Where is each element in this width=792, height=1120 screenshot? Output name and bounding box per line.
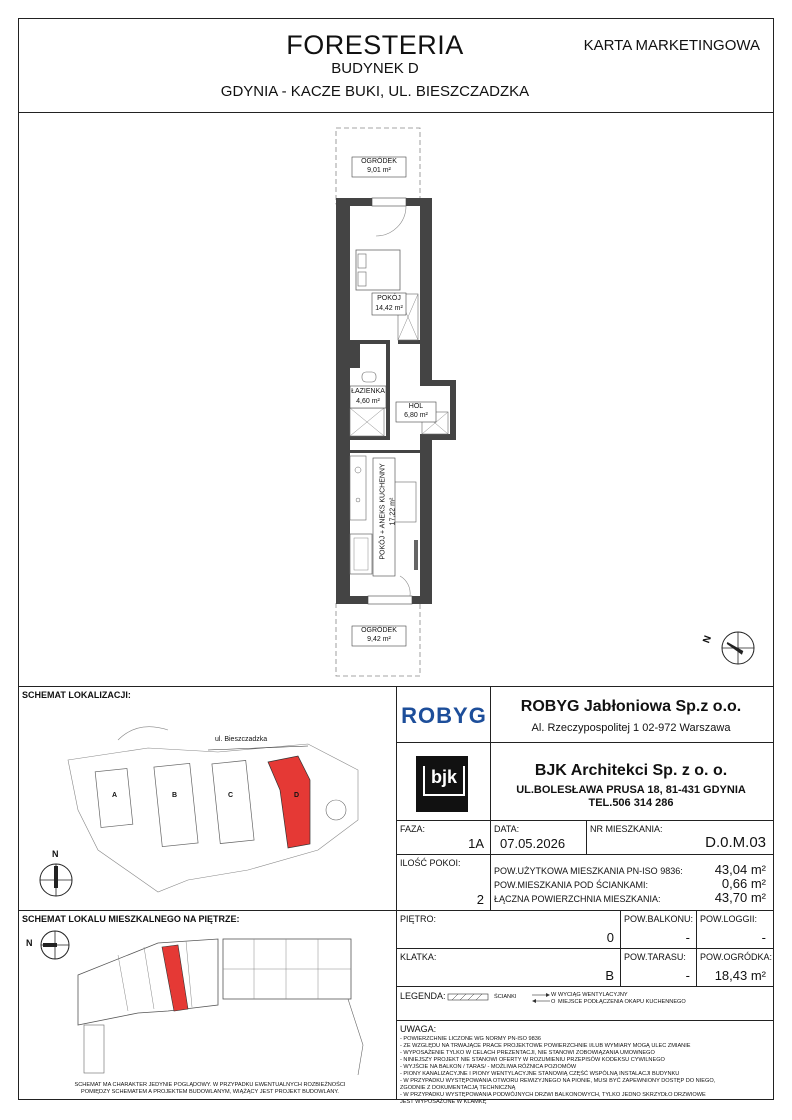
floor-label: PIĘTRO: [400, 914, 437, 924]
date-value: 07.05.2026 [500, 836, 566, 851]
address-label: GDYNIA - KACZE BUKI, UL. BIESZCZADZKA [220, 83, 530, 100]
note-line: - POWIERZCHNIE LICZONE WG NORMY PN-ISO 9836 [400, 1036, 542, 1042]
garden-label: POW.OGRÓDKA: [700, 952, 773, 962]
company-divider [396, 742, 774, 743]
company-address: Al. Rzeczypospolitej 1 02-972 Warszawa [531, 722, 731, 734]
phase-label: FAZA: [400, 824, 426, 834]
floor-value: 0 [606, 930, 614, 945]
note-line: - WYJŚCIE NA BALKON / TARAS/ - MOŻLIWA RÓŻNICA POZIOMÓW [400, 1064, 577, 1070]
scheme-note: SCHEMAT MA CHARAKTER JEDYNIE POGLĄDOWY. W PRZYPADKU EWENTUALNYCH ROZBIEŻNOŚCI POMIĘDZY SCHEMATEM A PROJEKTEM BUDOWLANYM, WIĄŻĄCY JEST PROJEKT BUDOWLANY. [74, 1082, 346, 1095]
notes-list [400, 1036, 720, 1106]
hall-name: HOL [408, 403, 424, 410]
legend-title: LEGENDA: [400, 991, 446, 1001]
scheme-north-label: N [26, 938, 33, 948]
area-usable-label: POW.UŻYTKOWA MIESZKANIA PN-ISO 9836: [494, 866, 683, 876]
location-title: SCHEMAT LOKALIZACJI: [22, 690, 131, 700]
loggia-value: - [761, 930, 766, 945]
area-under-value: 0,66 m² [721, 876, 766, 891]
details-col-1 [490, 820, 491, 910]
details-row-divider [396, 854, 774, 855]
legend-o: O [551, 999, 556, 1005]
rooms-label: ILOŚĆ POKOI: [400, 858, 461, 868]
building-a: A [112, 792, 118, 799]
terrace-value: - [685, 968, 690, 983]
garden-top-area: 9,01 m² [367, 167, 391, 174]
terrace-label: POW.TARASU: [624, 952, 686, 962]
scheme-compass-icon [38, 928, 72, 962]
building-b: B [172, 792, 178, 799]
logo-divider [490, 686, 491, 820]
area-total-value: 43,70 m² [714, 890, 766, 905]
floor-scheme-map [18, 925, 398, 1075]
notes-title: UWAGA: [400, 1024, 437, 1034]
building-c: C [228, 792, 234, 799]
room-area: 14,42 m² [375, 305, 403, 312]
legend-w: W [551, 992, 557, 998]
living-area: 17,22 m² [389, 497, 397, 526]
area-total-label: ŁĄCZNA POWIERZCHNIA MIESZKANIA: [494, 894, 661, 904]
balcony-value: - [685, 930, 690, 945]
architect-address: UL.BOLESŁAWA PRUSA 18, 81-431 GDYNIA [516, 784, 746, 796]
note-line: - WYPOSAŻENIE TYLKO W CELACH PREZENTACJI, NIE STANOWI ZOBOWIĄZANIA UMOWNEGO [400, 1050, 655, 1056]
plan-north-label: N [701, 634, 715, 645]
architect-divider [396, 820, 774, 821]
date-label: DATA: [494, 824, 520, 834]
location-north-label: N [52, 849, 59, 859]
phase-value: 1A [468, 836, 484, 851]
note-line: - ZE WZGLĘDU NA TRWAJĄCE PRACE PROJEKTOWE POWIERZCHNIE I/LUB WYMIARY MOGĄ ULEC ZMIANIE [400, 1043, 691, 1049]
robyg-logo: ROBYG [401, 703, 487, 728]
staircase-label: KLATKA: [400, 952, 437, 962]
note-line: - PIONY KANALIZACYJNE I PIONY WENTYLACYJNE STANOWIĄ CZĘŚĆ WSPÓLNĄ INSTALACJI BUDYNKU [400, 1071, 680, 1077]
note-line: - W PRZYPADKU WYSTĘPOWANIA PODWÓJNYCH DRZWI BALKONOWYCH, TYLKO JEDNO SKRZYDŁO DRZWIOWE JEST WYPOSAŻONE W KLAMKĘ [400, 1092, 706, 1105]
garden-top-name: OGRÓDEK [361, 158, 397, 165]
location-divider [18, 910, 774, 911]
apt-value: D.0.M.03 [705, 834, 766, 851]
note-line: - NINIEJSZY PROJEKT NIE STANOWI OFERTY W ROZUMIENIU PRZEPISÓW KODEKSU CYWILNEGO [400, 1057, 665, 1063]
bjk-logo [416, 756, 468, 812]
legend-divider [396, 986, 774, 987]
vent-arrows-icon [532, 992, 552, 1006]
garden-value: 18,43 m² [714, 968, 766, 983]
garden-bottom-area: 9,42 m² [367, 636, 391, 643]
loggia-label: POW.LOGGII: [700, 914, 758, 924]
compass-icon [718, 628, 758, 668]
note-line: - W PRZYPADKU WYSTĘPOWANIA OTWORU REWIZYJNEGO NA PIONIE, MUSI BYĆ ZAPEWNIONY DOSTĘP DO NIEGO, ZGODNIE Z DOKUMENTACJĄ TECHNICZNĄ [400, 1078, 716, 1091]
legend-kitchen: MIEJSCE PODŁĄCZENIA OKAPU KUCHENNEGO [558, 999, 686, 1005]
legend-walls: ŚCIANKI [494, 994, 517, 1000]
living-name: POKÓJ + ANEKS KUCHENNY [379, 463, 387, 560]
building-label: BUDYNEK D [331, 60, 419, 77]
bathroom-area: 4,60 m² [356, 398, 380, 405]
apt-label: NR MIESZKANIA: [590, 824, 663, 834]
card-type: KARTA MARKETINGOWA [583, 37, 760, 54]
notes-divider [396, 1020, 774, 1021]
area-usable-value: 43,04 m² [714, 862, 766, 877]
room-name: POKÓJ [377, 295, 401, 302]
building-d: D [294, 792, 300, 799]
legend-vent: WYCIĄG WENTYLACYJNY [558, 992, 628, 998]
garden-bottom-name: OGRÓDEK [361, 627, 397, 634]
hall-area: 6,80 m² [404, 412, 428, 419]
staircase-value: B [605, 968, 614, 983]
floor-scheme-title: SCHEMAT LOKALU MIESZKALNEGO NA PIĘTRZE: [22, 914, 240, 924]
street-label: ul. Bieszczadzka [215, 736, 268, 743]
location-compass-icon [36, 860, 76, 900]
architect-name: BJK Architekci Sp. z o. o. [534, 762, 728, 779]
bathroom-name: ŁAZIENKA [351, 388, 385, 395]
details-col-2 [586, 820, 587, 854]
floor-row-divider [396, 948, 774, 949]
architect-phone: TEL.506 314 286 [588, 797, 674, 809]
balcony-label: POW.BALKONU: [624, 914, 694, 924]
project-name: FORESTERIA [286, 30, 464, 60]
area-under-label: POW.MIESZKANIA POD ŚCIANKAMI: [494, 880, 649, 890]
rooms-value: 2 [476, 892, 484, 907]
company-name: ROBYG Jabłoniowa Sp.z o.o. [520, 698, 742, 715]
bjk-logo-text: bjk [423, 766, 465, 796]
